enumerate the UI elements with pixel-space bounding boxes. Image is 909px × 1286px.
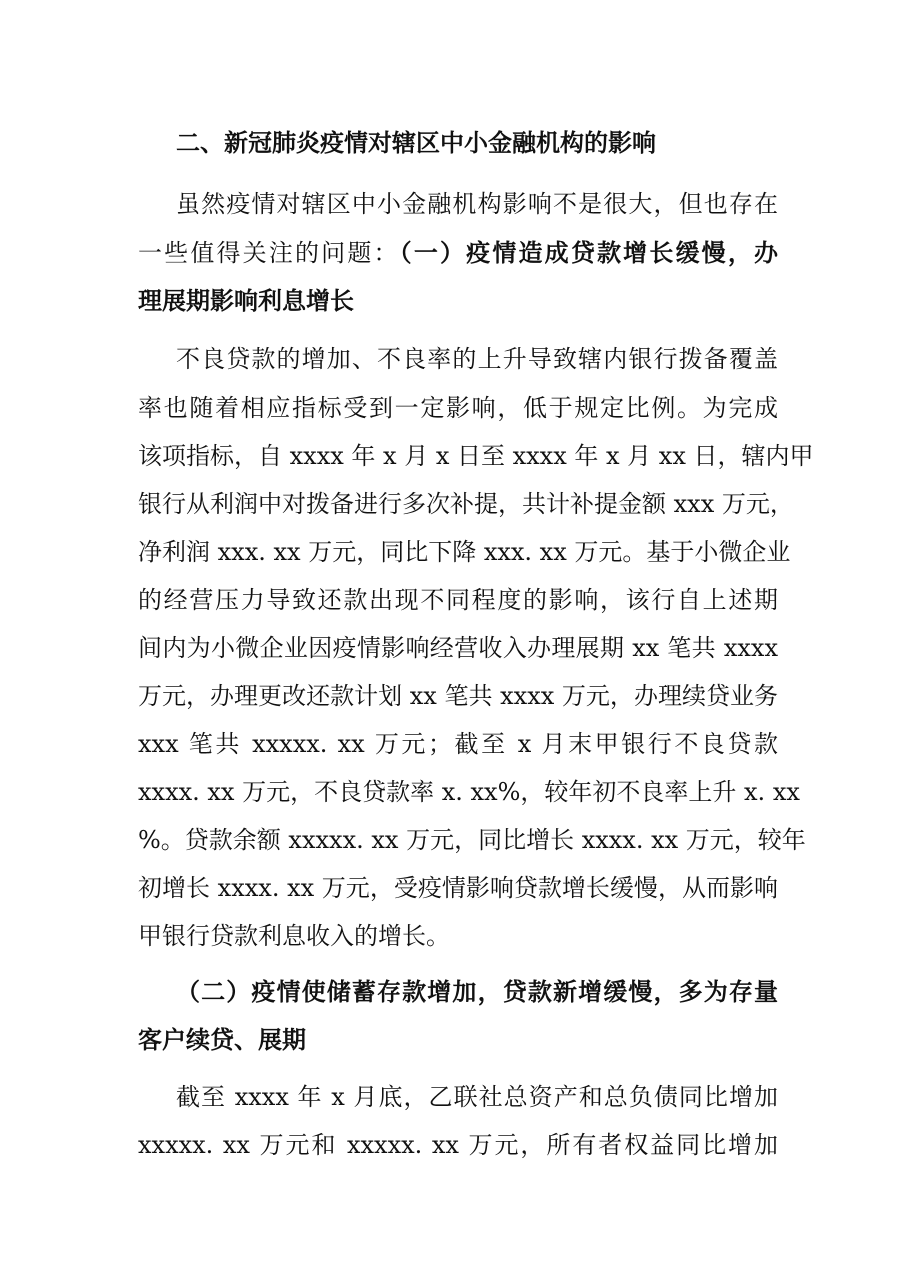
paragraph-2-line-5: 净利润 xxx. xx 万元，同比下降 xxx. xx 万元。基于小微企业: [138, 538, 791, 566]
paragraph-3-line-1: 截至 xxxx 年 x 月底，乙联社总资产和总负债同比增加: [176, 1083, 778, 1111]
paragraph-3-line-2: xxxxx. xx 万元和 xxxxx. xx 万元，所有者权益同比增加: [138, 1131, 778, 1159]
paragraph-2-line-9: xxx 笔共 xxxxx. xx 万元；截至 x 月末甲银行不良贷款: [138, 730, 778, 758]
section-heading: 二、新冠肺炎疫情对辖区中小金融机构的影响: [176, 128, 656, 157]
subheading-1-part-2: 理展期影响利息增长: [138, 286, 354, 315]
paragraph-2-line-4: 银行从利润中对拨备进行多次补提，共计补提金额 xxx 万元，: [138, 490, 794, 518]
subheading-1-part-1: （一）疫情造成贷款增长缓慢，办: [399, 238, 779, 267]
paragraph-2-line-6: 的经营压力导致还款出现不同程度的影响，该行自上述期: [138, 586, 778, 614]
paragraph-1-line-1: 虽然疫情对辖区中小金融机构影响不是很大，但也存在: [176, 190, 778, 218]
paragraph-2-line-7: 间内为小微企业因疫情影响经营收入办理展期 xx 笔共 xxxx: [138, 634, 778, 662]
paragraph-2-line-2: 率也随着相应指标受到一定影响，低于规定比例。为完成: [138, 394, 778, 422]
paragraph-1-line-2-normal: 一些值得关注的问题：: [138, 239, 400, 267]
paragraph-1-line-2: [138, 233, 778, 273]
paragraph-2-line-11: %。贷款余额 xxxxx. xx 万元，同比增长 xxxx. xx 万元，较年: [138, 826, 806, 854]
paragraph-2-line-8: 万元，办理更改还款计划 xx 笔共 xxxx 万元，办理续贷业务: [138, 682, 778, 710]
paragraph-2-line-3: 该项指标，自 xxxx 年 x 月 x 日至 xxxx 年 x 月 xx 日，辖内甲: [138, 442, 814, 470]
paragraph-2-line-1: 不良贷款的增加、不良率的上升导致辖内银行拨备覆盖: [176, 345, 778, 373]
subheading-2-line-2: 客户续贷、展期: [138, 1025, 306, 1054]
paragraph-2-line-10: xxxx. xx 万元，不良贷款率 x. xx%，较年初不良率上升 x. xx: [138, 778, 800, 806]
paragraph-2-line-12: 初增长 xxxx. xx 万元，受疫情影响贷款增长缓慢，从而影响: [138, 874, 778, 902]
subheading-2-line-1: （二）疫情使储蓄存款增加，贷款新增缓慢，多为存量: [176, 977, 778, 1006]
paragraph-2-line-13: 甲银行贷款利息收入的增长。: [138, 922, 450, 950]
